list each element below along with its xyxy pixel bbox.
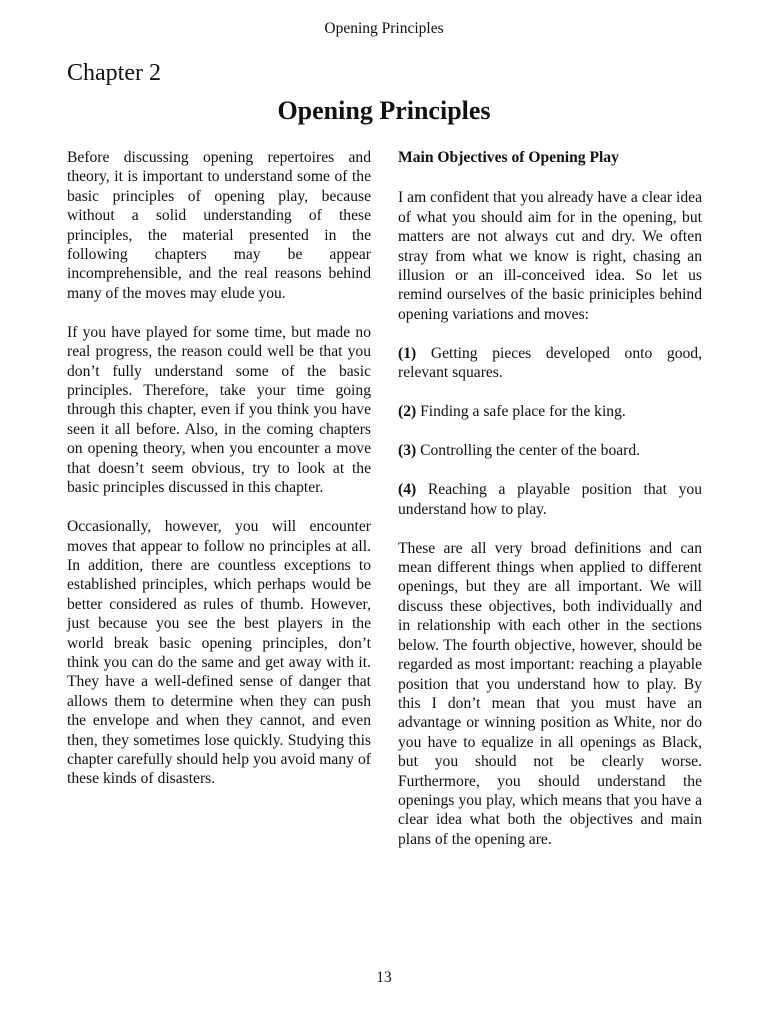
objective-number: (2): [398, 403, 417, 421]
paragraph: Before discussing opening repertoires and theory, it is important to understand some of the basic principles of opening play, because without a solid understanding of these principles, the material presented in the following chapters may be appear incomprehensible, and the real reasons behind many of the moves may elude you.: [67, 149, 371, 302]
objective-number: (1): [398, 344, 417, 362]
left-column: [67, 148, 371, 789]
paragraph: If you have played for some time, but made no real progress, the reason could well be that you don’t fully understand some of the basic principles. Therefore, take your time going through this chapter, even if you think you have seen it all before. Also, in the coming chapters on opening theory, when you encounter a move that doesn’t seem obvious, try to look at the basic principles discussed in this chapter.: [67, 323, 371, 497]
objective-item: [398, 402, 702, 421]
objective-item: [398, 480, 702, 519]
section-heading: Main Objectives of Opening Play: [398, 149, 619, 166]
paragraph: I am confident that you already have a clear idea of what you should aim for in the opening, but matters are not always cut and dry. We often stray from what we know is right, chasing an illusion or an ill-conceived idea. So let us remind ourselves of the basic priniciples behind opening variations and moves:: [398, 189, 702, 323]
chapter-label: Chapter 2: [67, 60, 161, 86]
objective-number: (3): [398, 442, 417, 460]
objective-text: Reaching a playable position that you understand how to play.: [398, 481, 702, 518]
objective-item: [398, 441, 702, 460]
running-head: Opening Principles: [324, 20, 444, 37]
objective-item: [398, 344, 702, 383]
objective-number: (4): [398, 481, 417, 499]
chapter-title: Opening Principles: [277, 96, 491, 125]
paragraph: These are all very broad definitions and can mean different things when applied to different openings, but they are all important. We will discuss these objectives, both individually and in relationship with each other in the sections below. The fourth objective, however, should be regarded as most important: reaching a playable position that you understand how to play. By this I don’t mean that you must have an advantage or winning position as White, nor do you have to equalize in all openings as Black, but you should not be clearly worse. Furthermore, you should understand the openings you play, which means that you have a clear idea what both the objectives and main plans of the opening are.: [398, 539, 702, 848]
objective-text: Finding a safe place for the king.: [420, 403, 626, 421]
right-column: [398, 148, 702, 849]
objective-text: Getting pieces developed onto good, relevant squares.: [398, 344, 702, 382]
paragraph: Occasionally, however, you will encounter moves that appear to follow no principles at all. In addition, there are countless exceptions to established principles, which perhaps would be better considered as rules of thumb. However, just because you see the best players in the world break basic opening principles, don’t think you can do the same and get away with it. They have a well-defined sense of danger that allows them to determine when they can push the envelope and when they cannot, and even then, they sometimes lose quickly. Studying this chapter carefully should help you avoid many of these kinds of disasters.: [67, 518, 371, 788]
page-number: 13: [376, 969, 392, 986]
objective-text: Controlling the center of the board.: [420, 442, 641, 460]
